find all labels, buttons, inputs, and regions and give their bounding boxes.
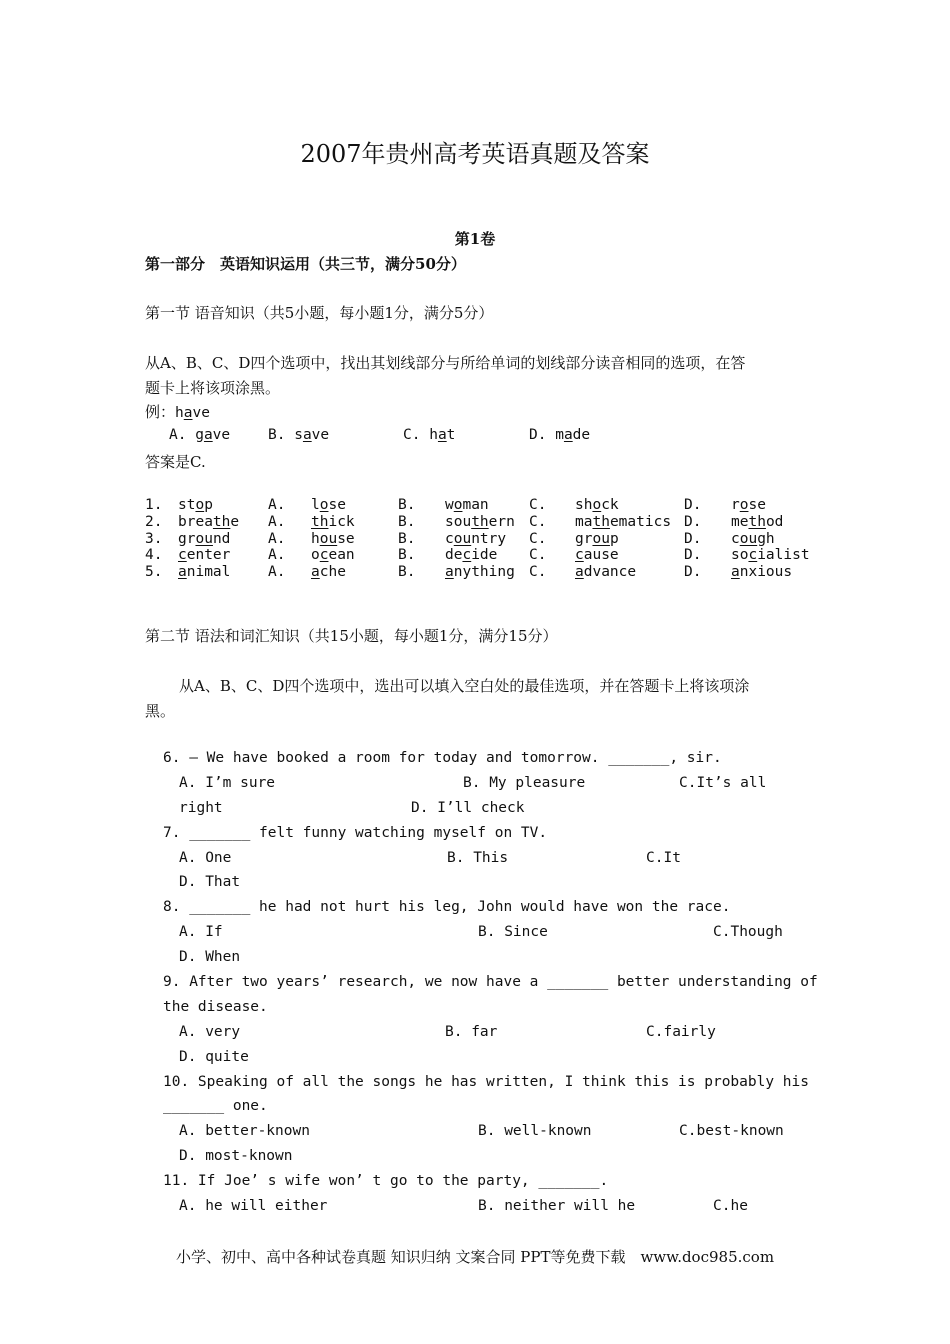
word-segment: m xyxy=(555,427,564,443)
option-word xyxy=(731,564,792,580)
word-segment: de xyxy=(445,547,463,564)
underlined-segment: a xyxy=(311,564,320,581)
underlined-segment: c xyxy=(575,547,584,564)
word-segment: p xyxy=(204,497,213,513)
option-letter: D. xyxy=(529,427,547,443)
underlined-segment: ou xyxy=(453,530,472,547)
option-letter: D. xyxy=(684,564,702,581)
word-segment: ck xyxy=(601,497,619,513)
option-letter: C. xyxy=(529,547,547,564)
underlined-segment: th xyxy=(212,513,231,530)
option-letter: D. xyxy=(684,497,702,513)
word-segment: r xyxy=(731,497,740,513)
option-word xyxy=(575,514,671,530)
underlined-segment: ou xyxy=(592,530,610,547)
option-letter: A. xyxy=(268,513,286,530)
question-line: the disease. xyxy=(163,999,268,1015)
underlined-segment: a xyxy=(302,427,312,443)
word-segment: h xyxy=(311,530,320,547)
question-number: 3. xyxy=(145,530,163,547)
underlined-segment: o xyxy=(453,497,463,513)
word-segment: ve xyxy=(311,427,330,443)
word-segment: od xyxy=(765,513,784,530)
question-line: A. If xyxy=(179,924,223,940)
underlined-segment: ou xyxy=(195,530,213,547)
underlined-segment: c xyxy=(319,547,329,564)
section2-heading: 第二节 语法和词汇知识（共15小题，每小题1分，满分15分） xyxy=(145,627,558,645)
option-word xyxy=(294,427,329,443)
word-segment: ma xyxy=(575,513,593,530)
word-segment: gr xyxy=(575,530,593,547)
option-letter: B. xyxy=(398,564,416,581)
part-heading: 第一部分 英语知识运用（共三节，满分50分） xyxy=(145,255,466,273)
underlined-segment: th xyxy=(592,513,610,530)
word-segment: c xyxy=(445,530,454,547)
word-segment: dvance xyxy=(583,564,637,581)
section1-heading: 第一节 语音知识（共5小题，每小题1分，满分5分） xyxy=(145,304,494,322)
question-line: B. This xyxy=(447,850,509,866)
underlined-segment: a xyxy=(731,564,740,581)
word-segment: ean xyxy=(328,547,355,564)
option-letter: B. xyxy=(398,547,416,564)
option-letter: A. xyxy=(268,530,286,547)
word-segment: sou xyxy=(445,513,472,530)
question-word xyxy=(178,531,230,547)
example-prefix: 例： xyxy=(145,403,176,421)
word-segment: c xyxy=(731,530,740,547)
underlined-segment: a xyxy=(575,564,584,581)
word-segment: p xyxy=(609,530,619,547)
word-segment: w xyxy=(445,497,454,513)
question-line: 11. If Joe’ s wife won’ t go to the party, _______. xyxy=(163,1173,609,1189)
word-segment: gr xyxy=(178,530,196,547)
question-line: D. most-known xyxy=(179,1148,293,1164)
underlined-segment: o xyxy=(319,497,329,513)
word-segment: se xyxy=(328,497,346,513)
option-word xyxy=(731,547,810,563)
word-segment: brea xyxy=(178,513,213,530)
word-segment: me xyxy=(731,513,749,530)
underlined-segment: a xyxy=(437,427,447,443)
question-line: A. very xyxy=(179,1024,241,1040)
option-word xyxy=(311,514,355,530)
underlined-segment: c xyxy=(462,547,472,564)
question-word xyxy=(178,497,213,513)
option-word xyxy=(445,564,515,580)
question-line: C.It xyxy=(646,850,681,866)
option-word xyxy=(311,564,346,580)
question-number: 5. xyxy=(145,564,163,581)
option-word xyxy=(445,514,515,530)
word-segment: ntry xyxy=(471,530,507,547)
underlined-segment: c xyxy=(748,547,758,564)
word-segment: ematics xyxy=(609,513,672,530)
option-word xyxy=(195,427,230,443)
question-line: 6. — We have booked a room for today and tomorrow. _______, sir. xyxy=(163,750,722,766)
word-segment: de xyxy=(572,427,591,443)
question-line: D. quite xyxy=(179,1049,249,1065)
option-letter: C. xyxy=(529,497,547,513)
section1-instruction: 从A、B、C、D四个选项中，找出其划线部分与所给单词的划线部分读音相同的选项，在答 xyxy=(145,354,746,372)
example-option-b xyxy=(268,427,329,443)
question-line: A. he will either xyxy=(179,1198,328,1214)
option-word xyxy=(445,547,497,563)
word-segment: nimal xyxy=(186,564,231,581)
word-segment: h xyxy=(429,427,438,443)
option-word xyxy=(445,531,506,547)
word-segment: s xyxy=(294,427,303,443)
section2-instruction: 从A、B、C、D四个选项中，选出可以填入空白处的最佳选项，并在答题卡上将该项涂 xyxy=(179,677,750,695)
question-line: C.best-known xyxy=(679,1123,784,1139)
underlined-segment: c xyxy=(178,547,187,564)
question-line: 8. _______ he had not hurt his leg, John would have won the race. xyxy=(163,899,731,915)
question-line: B. neither will he xyxy=(478,1198,636,1214)
option-letter: D. xyxy=(684,513,702,530)
option-letter: C. xyxy=(403,427,421,443)
example-word xyxy=(175,405,210,421)
word-segment: gh xyxy=(757,530,775,547)
option-letter: C. xyxy=(529,564,547,581)
option-word xyxy=(311,531,355,547)
word-segment: ick xyxy=(328,513,355,530)
question-line: A. better-known xyxy=(179,1123,310,1139)
question-line: C.It’s all xyxy=(679,775,767,791)
question-line: C.Though xyxy=(713,924,783,940)
question-line: D. When xyxy=(179,949,241,965)
question-line: B. far xyxy=(445,1024,498,1040)
question-word xyxy=(178,547,230,563)
option-word xyxy=(731,497,766,513)
option-word xyxy=(429,427,455,443)
word-segment: l xyxy=(311,497,320,513)
option-letter: A. xyxy=(268,564,286,581)
word-segment: nxious xyxy=(739,564,793,581)
word-segment: ve xyxy=(192,405,210,421)
question-number: 4. xyxy=(145,547,163,564)
word-segment: h xyxy=(175,405,184,421)
option-word xyxy=(731,514,783,530)
question-line: D. That xyxy=(179,874,241,890)
question-line: B. My pleasure xyxy=(463,775,586,791)
word-segment: t xyxy=(446,427,456,443)
word-segment: g xyxy=(195,427,204,443)
word-segment: se xyxy=(337,530,355,547)
option-word xyxy=(311,547,355,563)
word-segment: st xyxy=(178,497,196,513)
underlined-segment: th xyxy=(311,513,329,530)
word-segment: ide xyxy=(471,547,498,564)
underlined-segment: th xyxy=(471,513,489,530)
underlined-segment: o xyxy=(195,497,205,513)
question-word xyxy=(178,514,239,530)
option-letter: A. xyxy=(169,427,187,443)
underlined-segment: ou xyxy=(739,530,758,547)
question-line: 10. Speaking of all the songs he has written, I think this is probably his xyxy=(163,1074,810,1090)
word-segment: ause xyxy=(583,547,619,564)
word-segment: sh xyxy=(575,497,593,513)
word-segment: so xyxy=(731,547,749,564)
example-option-c xyxy=(403,427,455,443)
underlined-segment: a xyxy=(563,427,573,443)
question-line: D. I’ll check xyxy=(411,800,525,816)
option-word xyxy=(311,497,346,513)
question-line: 9. After two years’ research, we now have a _______ better understanding of xyxy=(163,974,818,990)
question-line: A. One xyxy=(179,850,232,866)
option-letter: A. xyxy=(268,547,286,564)
word-segment: o xyxy=(311,547,320,564)
option-letter: C. xyxy=(529,530,547,547)
option-word xyxy=(731,531,775,547)
underlined-segment: th xyxy=(748,513,766,530)
option-word xyxy=(575,564,636,580)
option-letter: B. xyxy=(268,427,286,443)
question-line: A. I’m sure xyxy=(179,775,276,791)
word-segment: enter xyxy=(186,547,231,564)
section2-instruction-cont: 黑。 xyxy=(145,702,176,720)
question-line: C.he xyxy=(713,1198,748,1214)
option-letter: A. xyxy=(268,497,286,513)
example-answer: 答案是C. xyxy=(145,453,206,471)
volume-heading: 第1卷 xyxy=(454,230,496,248)
option-letter: D. xyxy=(684,530,702,547)
option-letter: B. xyxy=(398,497,416,513)
word-segment: nything xyxy=(453,564,515,581)
underlined-segment: a xyxy=(445,564,454,581)
underlined-segment: o xyxy=(739,497,749,513)
option-letter: D. xyxy=(684,547,702,564)
section1-instruction-cont: 题卡上将该项涂黑。 xyxy=(145,379,281,397)
option-letter: C. xyxy=(529,513,547,530)
question-line: B. Since xyxy=(478,924,548,940)
word-segment: ve xyxy=(212,427,231,443)
question-number: 2. xyxy=(145,513,163,530)
underlined-segment: a xyxy=(203,427,213,443)
word-segment: che xyxy=(319,564,346,581)
word-segment: se xyxy=(748,497,766,513)
word-segment: e xyxy=(230,513,240,530)
word-segment: man xyxy=(462,497,489,513)
question-line: B. well-known xyxy=(478,1123,592,1139)
example-row xyxy=(145,401,210,422)
option-word xyxy=(575,497,619,513)
option-word xyxy=(445,497,489,513)
underlined-segment: a xyxy=(183,405,193,421)
question-word xyxy=(178,564,230,580)
option-letter: B. xyxy=(398,513,416,530)
page-title: 2007年贵州高考英语真题及答案 xyxy=(300,140,650,168)
example-option-d xyxy=(529,427,590,443)
underlined-segment: a xyxy=(178,564,187,581)
question-line: right xyxy=(179,800,223,816)
underlined-segment: o xyxy=(592,497,602,513)
option-word xyxy=(575,547,619,563)
word-segment: ern xyxy=(488,513,515,530)
option-word xyxy=(575,531,619,547)
question-line: C.fairly xyxy=(646,1024,716,1040)
option-letter: B. xyxy=(398,530,416,547)
option-word xyxy=(555,427,590,443)
question-line: _______ one. xyxy=(163,1098,268,1114)
underlined-segment: ou xyxy=(319,530,338,547)
example-option-a xyxy=(169,427,230,443)
question-line: 7. _______ felt funny watching myself on TV. xyxy=(163,825,548,841)
word-segment: nd xyxy=(212,530,231,547)
word-segment: ialist xyxy=(757,547,810,564)
page-footer: 小学、初中、高中各种试卷真题 知识归纳 文案合同 PPT等免费下载 www.doc985.com xyxy=(175,1248,775,1266)
question-number: 1. xyxy=(145,497,163,513)
